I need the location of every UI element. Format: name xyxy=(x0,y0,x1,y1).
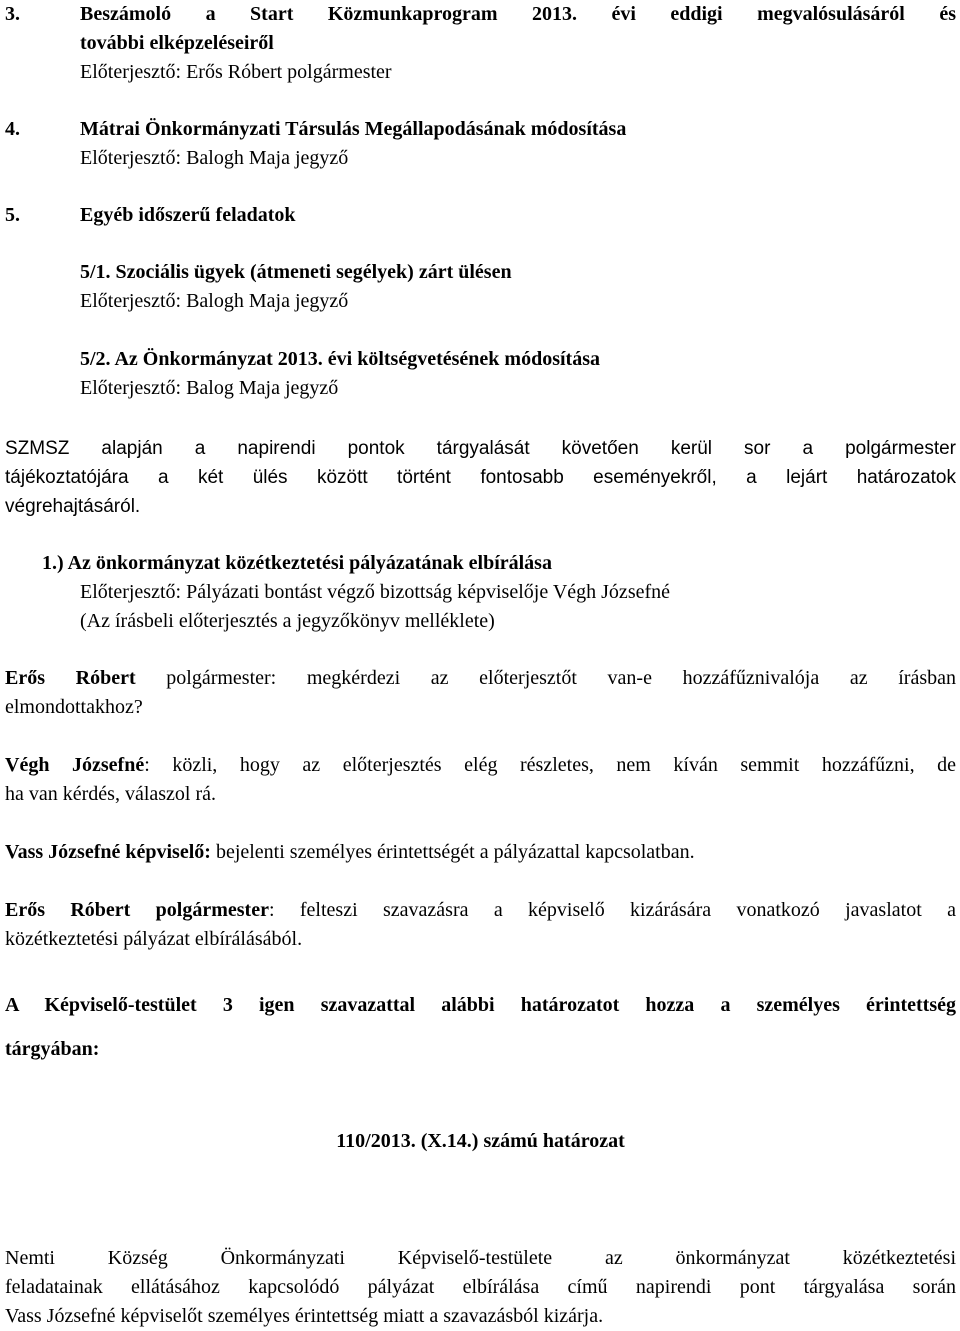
vote-statement xyxy=(5,983,956,1071)
agenda-item-number: 3. xyxy=(5,3,20,25)
point-title xyxy=(42,549,956,578)
agenda-item-title: Egyéb időszerű feladatok xyxy=(80,204,296,226)
vote-line: A Képviselő-testület 3 igen szavazattal alábbi határozatot hozza a személyes érintettség xyxy=(5,994,956,1016)
resolution-title: 110/2013. (X.14.) számú határozat xyxy=(336,1130,625,1152)
agenda-item-number: 5. xyxy=(5,204,20,226)
speech-text: polgármester: megkérdezi az előterjesztőt van-e hozzáfűznivalója az írásban xyxy=(135,667,956,689)
paragraph-line: SZMSZ alapján a napirendi pontok tárgyalását követően kerül sor a polgármester xyxy=(5,438,956,459)
resolution-line: Vass Józsefné képviselőt személyes érintettség miatt a szavazásból kizárja. xyxy=(5,1305,604,1327)
speech-text: elmondottakhoz? xyxy=(5,696,143,718)
paragraph-line: végrehajtásáról. xyxy=(5,496,141,517)
agenda-subitem-5-2 xyxy=(80,345,956,403)
agenda-item-number: 4. xyxy=(5,118,20,140)
resolution-line: Nemti Község Önkormányzati Képviselő-testülete az önkormányzat közétkeztetési xyxy=(5,1247,956,1269)
subitem-title: 5/2. Az Önkormányzat 2013. évi költségvetésének módosítása xyxy=(80,348,600,370)
vote-line: tárgyában: xyxy=(5,1038,100,1060)
minutes-entry xyxy=(5,664,956,722)
subitem-title: 5/1. Szociális ügyek (átmeneti segélyek) zárt ülésen xyxy=(80,261,512,283)
agenda-item-title: Mátrai Önkormányzati Társulás Megállapodásának módosítása xyxy=(80,118,627,140)
minutes-entry xyxy=(5,751,956,809)
speaker-name: Erős Róbert xyxy=(5,667,136,689)
szmsz-paragraph xyxy=(5,434,956,521)
point-title-text: Az önkormányzat közétkeztetési pályázatának elbírálása xyxy=(67,552,552,574)
minutes-entry xyxy=(5,838,956,867)
agenda-item-4 xyxy=(5,115,956,173)
speaker-name: Vass Józsefné képviselő: xyxy=(5,841,211,863)
speech-text: : felteszi szavazásra a képviselő kizárására vonatkozó javaslatot a xyxy=(268,899,956,921)
point-note: (Az írásbeli előterjesztés a jegyzőkönyv melléklete) xyxy=(80,610,495,632)
paragraph-line: tájékoztatójára a két ülés között történt fontosabb eseményekről, a lejárt határozatok xyxy=(5,467,956,488)
point-1 xyxy=(42,549,956,636)
speech-text: : közli, hogy az előterjesztés elég részletes, nem kíván semmit hozzáfűzni, de xyxy=(144,754,956,776)
speech-text: bejelenti személyes érintettségét a pályázattal kapcsolatban. xyxy=(210,841,695,863)
agenda-subitem-5-1 xyxy=(80,258,956,316)
agenda-item-title: Beszámoló a Start Közmunkaprogram 2013. évi eddigi megvalósulásáról és xyxy=(80,3,956,25)
speech-text: közétkeztetési pályázat elbírálásából. xyxy=(5,928,303,950)
speaker-name: Végh Józsefné xyxy=(5,754,145,776)
speech-text: ha van kérdés, válaszol rá. xyxy=(5,783,217,805)
resolution-body xyxy=(5,1244,956,1331)
point-number: 1.) xyxy=(42,552,64,574)
agenda-item-3 xyxy=(5,0,956,87)
resolution-line: feladatainak ellátásához kapcsolódó pályázat elbírálása című napirendi pont tárgyalása során xyxy=(5,1276,956,1298)
minutes-entry xyxy=(5,896,956,954)
point-presenter: Előterjesztő: Pályázati bontást végző bizottság képviselője Végh Józsefné xyxy=(80,581,671,603)
agenda-item-5 xyxy=(5,201,956,230)
speaker-name: Erős Róbert polgármester xyxy=(5,899,269,921)
agenda-item-presenter: Előterjesztő: Erős Róbert polgármester xyxy=(80,61,392,83)
subitem-presenter: Előterjesztő: Balog Maja jegyző xyxy=(80,377,339,399)
subitem-presenter: Előterjesztő: Balogh Maja jegyző xyxy=(80,290,349,312)
agenda-item-title: további elképzeléseiről xyxy=(80,32,274,54)
agenda-item-presenter: Előterjesztő: Balogh Maja jegyző xyxy=(80,147,349,169)
